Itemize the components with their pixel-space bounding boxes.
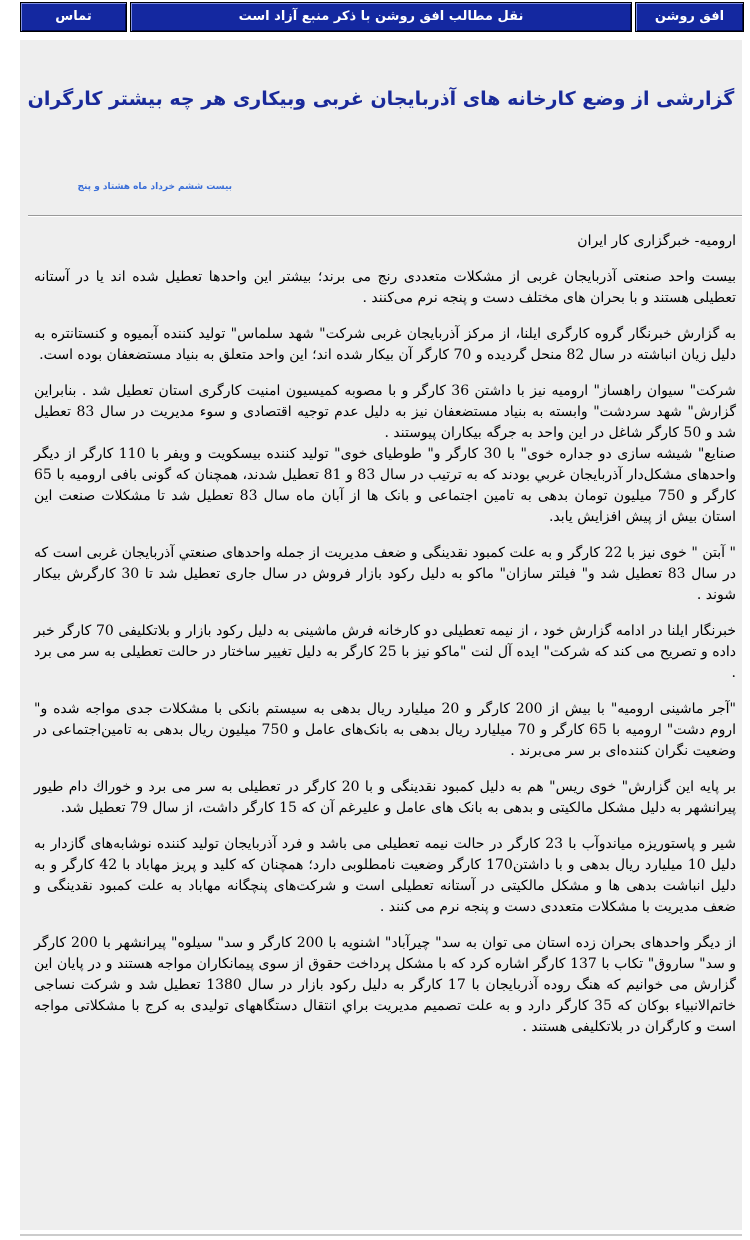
article-paragraph: به گزارش خبرنگار گروه کارگری ایلنا، از مرکز آذربایجان غربی شرکت" شهد سلماس" تولید کننده آبمیوه و کنستانتره به دلیل زیان انباشته در سال 82 منحل گردیده و 70 کارگر آن بیکار شده اند؛ این واحد متعلق به بنیاد مستضعفان بوده است. bbox=[34, 326, 736, 363]
article-paragraph: "آجر ماشینی ارومیه" با بیش از 200 کارگر و 20 میلیارد ریال بدهی به سیستم بانکی با مشکلات جدی مواجه شده و" اروم دشت" ارومیه با 65 کارگر و 70 میلیارد ریال بدهی به بانک‌های عامل و 750 میلیون ریال بدهی به تامین‌اجتماعی در وضعیت نگران کننده‌ای بر سر می‌برند . bbox=[34, 701, 736, 759]
article-paragraph: شرکت" سیوان راهساز" ارومیه نیز با داشتن 36 کارگر و با مصوبه کمیسیون امنیت کارگری استان تعطیل شد . بنابراین گزارش" شهد سردشت" وابسته به بنیاد مستضعفان نیز به دلیل عدم توجیه اقتصادی و سوء مدیریت در سال 83 تعطیل شد و 50 کارگر شاغل در این واحد به جرگه بیکاران پیوستند . bbox=[34, 383, 736, 441]
article-paragraph: خبرنگار ایلنا در ادامه گزارش خود ، از نیمه تعطیلی دو کارخانه فرش ماشینی به دلیل رکود بازار و بلاتکلیفی 70 کارگر خبر داده و تصریح می کند که شرکت" ایده آل لنت "ماکو نیز با 25 کارگر به دلیل تغییر ساختار در حالت تعطیلی به سر می برد . bbox=[34, 623, 736, 681]
divider bbox=[28, 215, 742, 217]
article-paragraph-source: ارومیه- خبرگزاری کار ایران bbox=[577, 233, 736, 249]
article-body bbox=[34, 231, 736, 1053]
article-paragraph: بیست واحد صنعتی آذربایجان غربی از مشکلات متعددی رنج می برند؛ بیشتر این واحدها تعطیل شده اند یا در آستانه تعطیلی هستند و با بحران های مختلف دست و پنجه نرم می‌کنند . bbox=[34, 269, 736, 306]
article-paragraph: شیر و پاستوریزه میاندوآب با 23 کارگر در حالت نیمه تعطیلی می باشد و فرد آذربایجان تولید کننده نوشابه‌های گازدار به دلیل 10 میلیارد ریال بدهی و با داشتن170 کارگر وضعیت نامطلوبی دارد؛ همچنان که کلید و پریز مهاباد با 42 کارگر و به دلیل انباشت بدهی ها و مشکل مالکیتی در آستانه تعطیلی است و شرکت‌های پنچگانه مهاباد به علت کمبود نقدینگی و ضعف مدیریت با مشکلات متعددی دست و پنجه نرم می کنند . bbox=[34, 836, 737, 915]
article-paragraph: " آبتن " خوی نیز با 22 کارگر و به علت کمبود نقدینگی و ضعف مدیریت از جمله واحدهای صنعتي آذربایجان غربی است که در سال 83 تعطیل شد و" فیلتر سازان" ماکو به دلیل رکود بازار فروش در سال جاری تعطیل شد تا 30 کارگرش بیکار شوند . bbox=[34, 545, 736, 603]
article-paragraph: از دیگر واحدهای بحران زده استان می توان به سد" چیرآباد" اشنویه با 200 کارگر و سد" سیلوه" پیرانشهر با 200 کارگر و سد" ساروق" تکاب با 137 کارگر اشاره کرد که با مشکل پرداخت حقوق از سوی پیمانکاران مواجه هستند و در پایان این گزارش می خوانیم که هنگ روده آذربایجان با 17 کارگر به دلیل رکود بازار در سال 1380 تعطیل شد و شرکت نساجی خاتم‌الانبیاء بوکان که 35 کارگر دارد و به علت تصمیم مدیریت براي انتقال دستگاههای تولیدی به کرج با مشکلاتی مواجه است و کارگران در بلاتکلیفی هستند . bbox=[34, 935, 737, 1035]
article-panel bbox=[20, 40, 742, 1230]
article-paragraph: صنایع" شیشه سازی دو جداره خوی" با 30 کارگر و" طوطیای خوی" تولید کننده بیسکویت و ویفر با 110 کارگر از دیگر واحدهای مشکل‌دار آذربایجان غربي بودند که به ترتیب در سال 83 و 81 تعطیل شدند، همچنان که گونی بافی ارومیه با 65 کارگر و 750 میلیون تومان بدهی به تامین اجتماعی و بانک ها از آبان ماه سال 83 تعطیل شد تا مشکلات صنعت این استان بیش از پیش افزایش یابد. bbox=[34, 446, 737, 525]
article-title: گزارشی از وضع کارخانه های آذربایجان غربی وبیکاری هر چه بیشتر کارگران bbox=[27, 88, 735, 110]
copyright-notice-bar: نقل مطالب افق روشن با ذکر منبع آزاد است bbox=[130, 2, 632, 32]
home-button[interactable]: افق روشن bbox=[635, 2, 744, 32]
contact-button[interactable]: تماس bbox=[20, 2, 127, 32]
top-navigation-bar bbox=[20, 2, 742, 32]
article-date: بیست ششم خرداد ماه هشتاد و پنج bbox=[77, 182, 232, 192]
article-paragraph: بر پایه این گزارش" خوی ریس" هم به دلیل کمبود نقدینگی و با 20 کارگر در تعطیلی به سر می برد و خوراك دام طیور پیرانشهر به دلیل مشکل مالکیتی و بدهی به بانک های عامل و علیرغم آن که 15 کارگر داشت، از سال 79 تعطیل شد. bbox=[34, 779, 736, 816]
bottom-divider bbox=[20, 1234, 742, 1236]
